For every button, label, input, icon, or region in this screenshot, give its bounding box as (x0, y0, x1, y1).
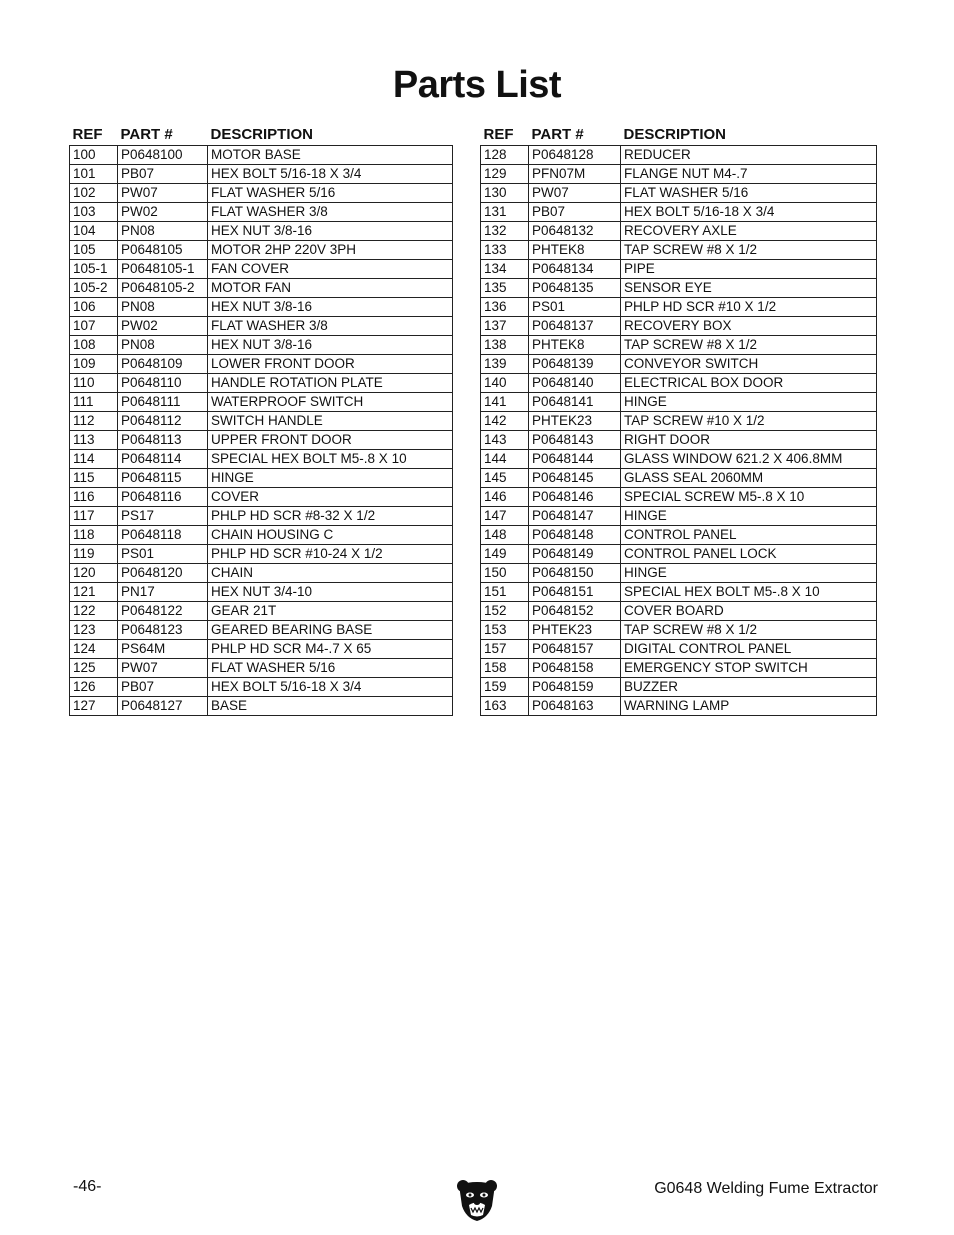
part-number-cell: P0648105-2 (118, 279, 208, 298)
ref-cell: 105 (70, 241, 118, 260)
ref-cell: 102 (70, 184, 118, 203)
description-cell: REDUCER (621, 146, 877, 165)
ref-cell: 143 (481, 431, 529, 450)
description-cell: PHLP HD SCR #10-24 X 1/2 (208, 545, 453, 564)
part-number-cell: P0648163 (529, 697, 621, 716)
description-cell: BUZZER (621, 678, 877, 697)
table-row (481, 260, 877, 279)
description-cell: EMERGENCY STOP SWITCH (621, 659, 877, 678)
part-number-cell: PB07 (118, 678, 208, 697)
description-cell: FLANGE NUT M4-.7 (621, 165, 877, 184)
part-number-cell: P0648157 (529, 640, 621, 659)
table-row (481, 431, 877, 450)
ref-cell: 159 (481, 678, 529, 697)
ref-cell: 109 (70, 355, 118, 374)
description-cell: GEARED BEARING BASE (208, 621, 453, 640)
header-ref: REF (72, 125, 103, 143)
part-number-cell: P0648151 (529, 583, 621, 602)
part-number-cell: PW07 (529, 184, 621, 203)
ref-cell: 142 (481, 412, 529, 431)
description-cell: SPECIAL HEX BOLT M5-.8 X 10 (208, 450, 453, 469)
ref-cell: 151 (481, 583, 529, 602)
part-number-cell: PFN07M (529, 165, 621, 184)
description-cell: MOTOR 2HP 220V 3PH (208, 241, 453, 260)
table-row (70, 260, 453, 279)
description-cell: FLAT WASHER 3/8 (208, 203, 453, 222)
parts-table-left (69, 123, 453, 716)
ref-cell: 117 (70, 507, 118, 526)
description-cell: HEX NUT 3/8-16 (208, 222, 453, 241)
description-cell: SENSOR EYE (621, 279, 877, 298)
part-number-cell: P0648148 (529, 526, 621, 545)
ref-cell: 108 (70, 336, 118, 355)
ref-cell: 126 (70, 678, 118, 697)
table-row (70, 450, 453, 469)
header-description: DESCRIPTION (623, 125, 727, 143)
description-cell: FLAT WASHER 5/16 (208, 184, 453, 203)
description-cell: WARNING LAMP (621, 697, 877, 716)
part-number-cell: P0648127 (118, 697, 208, 716)
ref-cell: 158 (481, 659, 529, 678)
table-row (481, 697, 877, 716)
part-number-cell: PB07 (529, 203, 621, 222)
table-row (70, 583, 453, 602)
ref-cell: 104 (70, 222, 118, 241)
table-row (481, 222, 877, 241)
table-row (481, 621, 877, 640)
description-cell: RECOVERY BOX (621, 317, 877, 336)
table-row (70, 431, 453, 450)
description-cell: HANDLE ROTATION PLATE (208, 374, 453, 393)
page-title: Parts List (392, 64, 562, 106)
description-cell: HEX BOLT 5/16-18 X 3/4 (621, 203, 877, 222)
ref-cell: 110 (70, 374, 118, 393)
description-cell: CONTROL PANEL LOCK (621, 545, 877, 564)
ref-cell: 132 (481, 222, 529, 241)
table-row (481, 526, 877, 545)
description-cell: GEAR 21T (208, 602, 453, 621)
ref-cell: 106 (70, 298, 118, 317)
table-row (70, 564, 453, 583)
description-cell: TAP SCREW #8 X 1/2 (621, 621, 877, 640)
table-row (70, 279, 453, 298)
part-number-cell: P0648150 (529, 564, 621, 583)
table-row (481, 203, 877, 222)
ref-cell: 144 (481, 450, 529, 469)
table-row (481, 545, 877, 564)
table-row (481, 602, 877, 621)
description-cell: GLASS SEAL 2060MM (621, 469, 877, 488)
ref-cell: 148 (481, 526, 529, 545)
table-row (70, 507, 453, 526)
ref-cell: 127 (70, 697, 118, 716)
ref-cell: 105-2 (70, 279, 118, 298)
ref-cell: 138 (481, 336, 529, 355)
description-cell: TAP SCREW #10 X 1/2 (621, 412, 877, 431)
description-cell: RECOVERY AXLE (621, 222, 877, 241)
table-row (70, 621, 453, 640)
table-row (70, 336, 453, 355)
table-row (70, 203, 453, 222)
grizzly-bear-icon (456, 1178, 498, 1222)
ref-cell: 119 (70, 545, 118, 564)
part-number-cell: PHTEK23 (529, 412, 621, 431)
description-cell: FLAT WASHER 5/16 (621, 184, 877, 203)
ref-cell: 100 (70, 146, 118, 165)
table-row (70, 165, 453, 184)
description-cell: MOTOR BASE (208, 146, 453, 165)
ref-cell: 140 (481, 374, 529, 393)
description-cell: SWITCH HANDLE (208, 412, 453, 431)
part-number-cell: P0648111 (118, 393, 208, 412)
ref-cell: 134 (481, 260, 529, 279)
part-number-cell: P0648141 (529, 393, 621, 412)
ref-cell: 116 (70, 488, 118, 507)
description-cell: RIGHT DOOR (621, 431, 877, 450)
part-number-cell: P0648146 (529, 488, 621, 507)
table-row (481, 374, 877, 393)
ref-cell: 149 (481, 545, 529, 564)
ref-cell: 153 (481, 621, 529, 640)
description-cell: COVER BOARD (621, 602, 877, 621)
table-row (70, 241, 453, 260)
part-number-cell: PS01 (529, 298, 621, 317)
table-row (70, 355, 453, 374)
header-part: PART # (531, 125, 584, 143)
description-cell: CHAIN HOUSING C (208, 526, 453, 545)
part-number-cell: P0648115 (118, 469, 208, 488)
part-number-cell: P0648120 (118, 564, 208, 583)
table-row (70, 697, 453, 716)
description-cell: PHLP HD SCR #8-32 X 1/2 (208, 507, 453, 526)
table-row (70, 298, 453, 317)
parts-table-right (480, 123, 877, 716)
table-row (481, 336, 877, 355)
part-number-cell: P0648137 (529, 317, 621, 336)
description-cell: COVER (208, 488, 453, 507)
table-row (70, 222, 453, 241)
description-cell: MOTOR FAN (208, 279, 453, 298)
table-row (70, 184, 453, 203)
table-row (70, 678, 453, 697)
description-cell: BASE (208, 697, 453, 716)
header-part: PART # (120, 125, 173, 143)
part-number-cell: PS01 (118, 545, 208, 564)
part-number-cell: P0648158 (529, 659, 621, 678)
ref-cell: 112 (70, 412, 118, 431)
description-cell: FLAT WASHER 5/16 (208, 659, 453, 678)
part-number-cell: P0648145 (529, 469, 621, 488)
description-cell: HEX BOLT 5/16-18 X 3/4 (208, 678, 453, 697)
ref-cell: 101 (70, 165, 118, 184)
ref-cell: 131 (481, 203, 529, 222)
table-header-row (70, 123, 453, 146)
part-number-cell: PHTEK23 (529, 621, 621, 640)
part-number-cell: P0648134 (529, 260, 621, 279)
ref-cell: 146 (481, 488, 529, 507)
table-row (481, 241, 877, 260)
table-row (481, 450, 877, 469)
table-row (70, 374, 453, 393)
ref-cell: 114 (70, 450, 118, 469)
ref-cell: 136 (481, 298, 529, 317)
ref-cell: 103 (70, 203, 118, 222)
part-number-cell: P0648114 (118, 450, 208, 469)
table-row (70, 545, 453, 564)
ref-cell: 120 (70, 564, 118, 583)
part-number-cell: PHTEK8 (529, 241, 621, 260)
part-number-cell: P0648143 (529, 431, 621, 450)
ref-cell: 125 (70, 659, 118, 678)
description-cell: PHLP HD SCR #10 X 1/2 (621, 298, 877, 317)
table-row (481, 298, 877, 317)
part-number-cell: PW02 (118, 317, 208, 336)
part-number-cell: P0648135 (529, 279, 621, 298)
table-row (481, 678, 877, 697)
part-number-cell: P0648147 (529, 507, 621, 526)
part-number-cell: P0648109 (118, 355, 208, 374)
description-cell: FAN COVER (208, 260, 453, 279)
ref-cell: 124 (70, 640, 118, 659)
table-row (481, 640, 877, 659)
part-number-cell: PN08 (118, 298, 208, 317)
description-cell: WATERPROOF SWITCH (208, 393, 453, 412)
table-row (481, 583, 877, 602)
table-row (481, 412, 877, 431)
part-number-cell: PW02 (118, 203, 208, 222)
ref-cell: 121 (70, 583, 118, 602)
part-number-cell: PN08 (118, 336, 208, 355)
table-row (70, 317, 453, 336)
part-number-cell: P0648128 (529, 146, 621, 165)
part-number-cell: P0648132 (529, 222, 621, 241)
part-number-cell: P0648122 (118, 602, 208, 621)
ref-cell: 113 (70, 431, 118, 450)
description-cell: GLASS WINDOW 621.2 X 406.8MM (621, 450, 877, 469)
table-row (70, 640, 453, 659)
table-row (481, 279, 877, 298)
description-cell: HINGE (208, 469, 453, 488)
ref-cell: 150 (481, 564, 529, 583)
part-number-cell: P0648144 (529, 450, 621, 469)
table-row (481, 355, 877, 374)
ref-cell: 145 (481, 469, 529, 488)
description-cell: HEX NUT 3/4-10 (208, 583, 453, 602)
description-cell: CONTROL PANEL (621, 526, 877, 545)
description-cell: HINGE (621, 564, 877, 583)
ref-cell: 122 (70, 602, 118, 621)
description-cell: TAP SCREW #8 X 1/2 (621, 241, 877, 260)
description-cell: HINGE (621, 393, 877, 412)
ref-cell: 133 (481, 241, 529, 260)
ref-cell: 128 (481, 146, 529, 165)
part-number-cell: P0648159 (529, 678, 621, 697)
description-cell: DIGITAL CONTROL PANEL (621, 640, 877, 659)
page-number: -46- (73, 1178, 102, 1195)
ref-cell: 135 (481, 279, 529, 298)
description-cell: HEX BOLT 5/16-18 X 3/4 (208, 165, 453, 184)
description-cell: SPECIAL SCREW M5-.8 X 10 (621, 488, 877, 507)
table-row (481, 317, 877, 336)
table-row (70, 412, 453, 431)
table-row (481, 488, 877, 507)
part-number-cell: PW07 (118, 659, 208, 678)
part-number-cell: PB07 (118, 165, 208, 184)
table-row (70, 146, 453, 165)
description-cell: ELECTRICAL BOX DOOR (621, 374, 877, 393)
table-row (70, 488, 453, 507)
description-cell: LOWER FRONT DOOR (208, 355, 453, 374)
part-number-cell: PS17 (118, 507, 208, 526)
description-cell: HEX NUT 3/8-16 (208, 298, 453, 317)
header-ref: REF (483, 125, 514, 143)
part-number-cell: PS64M (118, 640, 208, 659)
part-number-cell: P0648105 (118, 241, 208, 260)
ref-cell: 147 (481, 507, 529, 526)
ref-cell: 141 (481, 393, 529, 412)
ref-cell: 129 (481, 165, 529, 184)
table-row (481, 184, 877, 203)
product-name: G0648 Welding Fume Extractor (654, 1180, 878, 1197)
table-row (481, 659, 877, 678)
ref-cell: 115 (70, 469, 118, 488)
ref-cell: 107 (70, 317, 118, 336)
table-row (481, 393, 877, 412)
part-number-cell: PN17 (118, 583, 208, 602)
part-number-cell: P0648105-1 (118, 260, 208, 279)
part-number-cell: PHTEK8 (529, 336, 621, 355)
ref-cell: 163 (481, 697, 529, 716)
part-number-cell: P0648110 (118, 374, 208, 393)
table-row (481, 146, 877, 165)
part-number-cell: PW07 (118, 184, 208, 203)
description-cell: HINGE (621, 507, 877, 526)
description-cell: PHLP HD SCR M4-.7 X 65 (208, 640, 453, 659)
ref-cell: 123 (70, 621, 118, 640)
table-row (481, 469, 877, 488)
table-header-row (481, 123, 877, 146)
description-cell: SPECIAL HEX BOLT M5-.8 X 10 (621, 583, 877, 602)
ref-cell: 152 (481, 602, 529, 621)
table-row (70, 602, 453, 621)
table-row (70, 469, 453, 488)
part-number-cell: P0648118 (118, 526, 208, 545)
description-cell: UPPER FRONT DOOR (208, 431, 453, 450)
description-cell: CHAIN (208, 564, 453, 583)
part-number-cell: P0648113 (118, 431, 208, 450)
ref-cell: 111 (70, 393, 118, 412)
ref-cell: 118 (70, 526, 118, 545)
description-cell: FLAT WASHER 3/8 (208, 317, 453, 336)
part-number-cell: P0648140 (529, 374, 621, 393)
ref-cell: 130 (481, 184, 529, 203)
part-number-cell: P0648139 (529, 355, 621, 374)
description-cell: TAP SCREW #8 X 1/2 (621, 336, 877, 355)
part-number-cell: P0648123 (118, 621, 208, 640)
table-row (70, 526, 453, 545)
part-number-cell: P0648112 (118, 412, 208, 431)
ref-cell: 105-1 (70, 260, 118, 279)
table-row (481, 165, 877, 184)
ref-cell: 139 (481, 355, 529, 374)
header-description: DESCRIPTION (210, 125, 314, 143)
part-number-cell: P0648100 (118, 146, 208, 165)
table-row (70, 659, 453, 678)
part-number-cell: P0648149 (529, 545, 621, 564)
part-number-cell: PN08 (118, 222, 208, 241)
part-number-cell: P0648116 (118, 488, 208, 507)
part-number-cell: P0648152 (529, 602, 621, 621)
description-cell: HEX NUT 3/8-16 (208, 336, 453, 355)
ref-cell: 157 (481, 640, 529, 659)
description-cell: PIPE (621, 260, 877, 279)
table-row (481, 564, 877, 583)
description-cell: CONVEYOR SWITCH (621, 355, 877, 374)
table-row (70, 393, 453, 412)
table-row (481, 507, 877, 526)
ref-cell: 137 (481, 317, 529, 336)
